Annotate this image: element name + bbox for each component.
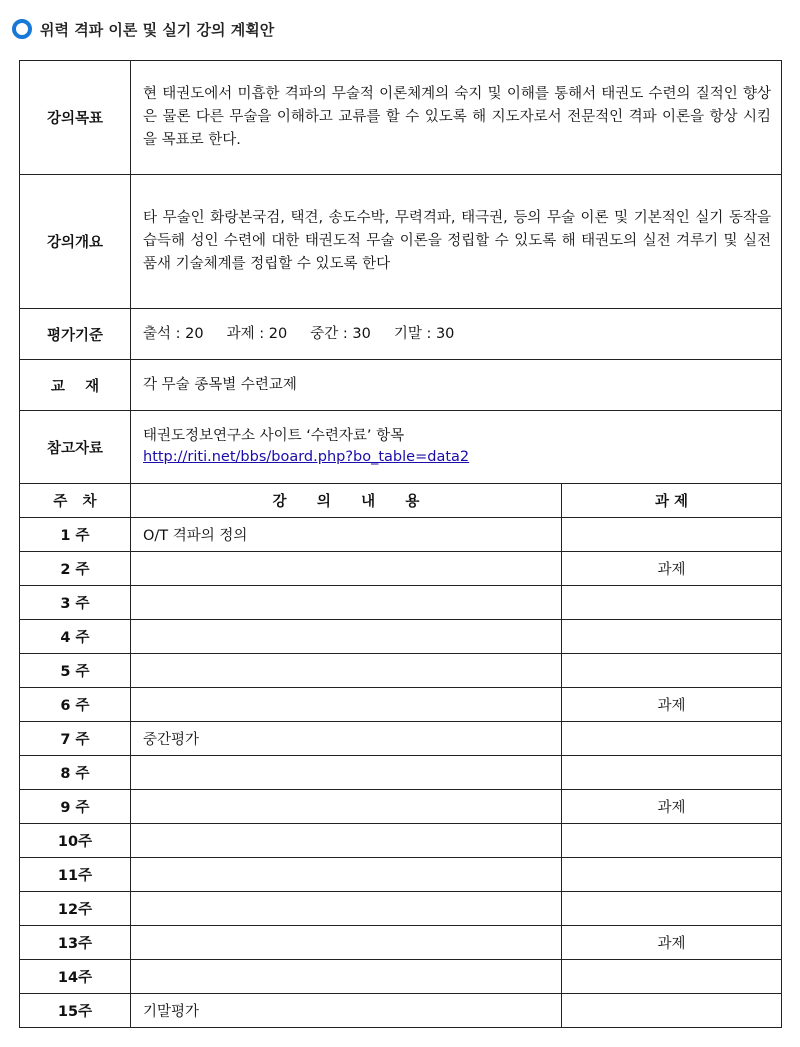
task-value	[562, 994, 782, 1028]
lecture-content	[131, 790, 562, 824]
overview-row	[20, 175, 782, 309]
task-value: 과제	[562, 552, 782, 586]
reference-label: 참고자료	[20, 411, 131, 484]
schedule-row	[20, 552, 782, 586]
task-value	[562, 892, 782, 926]
task-value	[562, 756, 782, 790]
lecture-content	[131, 620, 562, 654]
goal-row	[20, 61, 782, 175]
schedule-row	[20, 926, 782, 960]
reference-link[interactable]: http://riti.net/bbs/board.php?bo_table=data2	[143, 449, 470, 465]
schedule-row	[20, 722, 782, 756]
lecture-content	[131, 756, 562, 790]
lecture-content	[131, 824, 562, 858]
week-label: 4 주	[20, 620, 131, 654]
lecture-content	[131, 654, 562, 688]
goal-text: 현 태권도에서 미흡한 격파의 무술적 이론체계의 숙지 및 이해를 통해서 태권도 수련의 질적인 향상은 물론 다른 무술을 이해하고 교류를 할 수 있도록 해 지도자로서 전문적인 격파 이론을 항상 시킴을 목표로 한다.	[131, 61, 782, 175]
week-label: 15주	[20, 994, 131, 1028]
schedule-row	[20, 654, 782, 688]
grading-text: 출석 : 20 과제 : 20 중간 : 30 기말 : 30	[131, 309, 782, 360]
schedule-row	[20, 756, 782, 790]
task-value	[562, 722, 782, 756]
task-header: 과 제	[562, 484, 782, 518]
lecture-content: O/T 격파의 정의	[131, 518, 562, 552]
schedule-row	[20, 518, 782, 552]
grading-row	[20, 309, 782, 360]
schedule-row	[20, 790, 782, 824]
task-value	[562, 858, 782, 892]
lecture-content	[131, 552, 562, 586]
task-value	[562, 518, 782, 552]
schedule-row	[20, 960, 782, 994]
overview-text: 타 무술인 화랑본국검, 택견, 송도수박, 무력격파, 태극권, 등의 무술 이론 및 기본적인 실기 동작을 습득해 성인 수련에 대한 태권도적 무술 이론을 정립할 수 있도록 해 태권도의 실전 겨루기 및 실전 품새 기술체계를 정립할 수 있도록 한다	[131, 175, 782, 309]
week-label: 10주	[20, 824, 131, 858]
week-label: 7 주	[20, 722, 131, 756]
lecture-content: 기말평가	[131, 994, 562, 1028]
week-label: 12주	[20, 892, 131, 926]
week-label: 3 주	[20, 586, 131, 620]
textbook-row	[20, 360, 782, 411]
reference-text: 태권도정보연구소 사이트 ‘수련자료’ 항목	[143, 428, 405, 444]
task-value	[562, 824, 782, 858]
schedule-row	[20, 858, 782, 892]
week-header: 주 차	[20, 484, 131, 518]
week-label: 5 주	[20, 654, 131, 688]
schedule-row	[20, 688, 782, 722]
task-value	[562, 654, 782, 688]
circle-bullet-icon	[12, 19, 32, 39]
reference-row	[20, 411, 782, 484]
content-header: 강 의 내 용	[131, 484, 562, 518]
week-label: 6 주	[20, 688, 131, 722]
task-value: 과제	[562, 926, 782, 960]
lecture-content	[131, 688, 562, 722]
task-value: 과제	[562, 688, 782, 722]
week-label: 8 주	[20, 756, 131, 790]
goal-label: 강의목표	[20, 61, 131, 175]
textbook-label: 교 재	[20, 360, 131, 411]
task-value	[562, 620, 782, 654]
page-heading	[12, 18, 274, 40]
grading-label: 평가기준	[20, 309, 131, 360]
week-label: 2 주	[20, 552, 131, 586]
syllabus-table	[19, 60, 782, 1028]
lecture-content: 중간평가	[131, 722, 562, 756]
task-value	[562, 586, 782, 620]
week-label: 1 주	[20, 518, 131, 552]
lecture-content	[131, 960, 562, 994]
week-label: 13주	[20, 926, 131, 960]
week-label: 14주	[20, 960, 131, 994]
lecture-content	[131, 892, 562, 926]
overview-label: 강의개요	[20, 175, 131, 309]
schedule-row	[20, 892, 782, 926]
textbook-text: 각 무술 종목별 수련교제	[131, 360, 782, 411]
schedule-row	[20, 586, 782, 620]
page-title: 위력 격파 이론 및 실기 강의 계획안	[40, 20, 275, 39]
week-label: 9 주	[20, 790, 131, 824]
task-value	[562, 960, 782, 994]
schedule-header-row	[20, 484, 782, 518]
lecture-content	[131, 586, 562, 620]
reference-cell	[131, 411, 782, 484]
week-label: 11주	[20, 858, 131, 892]
lecture-content	[131, 858, 562, 892]
schedule-row	[20, 620, 782, 654]
lecture-content	[131, 926, 562, 960]
schedule-row	[20, 824, 782, 858]
task-value: 과제	[562, 790, 782, 824]
schedule-row	[20, 994, 782, 1028]
